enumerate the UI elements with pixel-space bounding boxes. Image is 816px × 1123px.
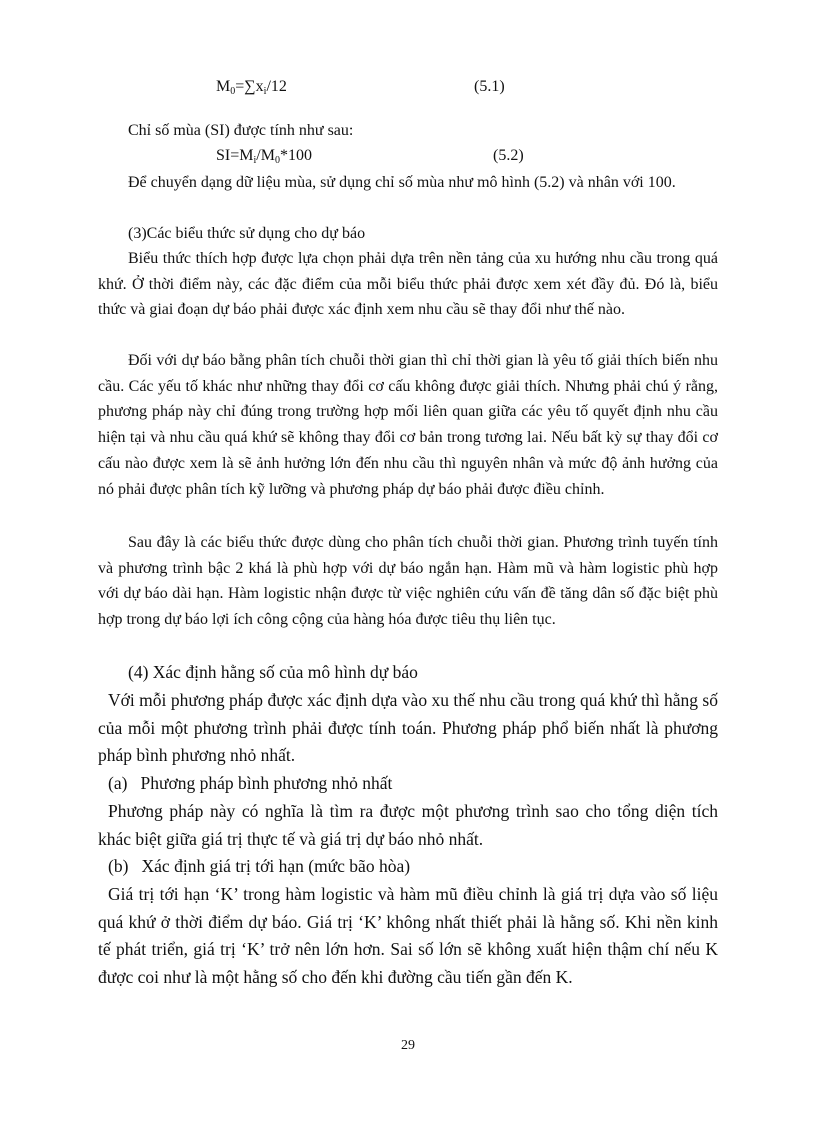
paragraph-expressions: Biểu thức thích hợp được lựa chọn phải dựa trên nền tảng của xu hướng nhu cầu trong quá khứ. Ở thời điểm này, các đặc điểm của mỗi biểu thức phải được xem xét đầy đủ. Đó là, biểu thức và giai đoạn dự báo phải được xác định xem nhu cầu sẽ thay đổi như thế nào. [98, 250, 718, 319]
si-intro: Chỉ số mùa (SI) được tính như sau: [128, 122, 354, 139]
formula-5-2-number: (5.2) [493, 147, 524, 164]
paragraph-following: Sau đây là các biểu thức được dùng cho phân tích chuỗi thời gian. Phương trình tuyến tính và phương trình bậc 2 khá là phù hợp với dự báo ngắn hạn. Hàm mũ và hàm logistic phù hợp với dự báo dài hạn. Hàm logistic nhận được từ việc nghiên cứu vấn đề tăng dân số đặc biệt phù hợp trong dự báo lợi ích công cộng của hàng hóa được tiêu thụ liên tục. [98, 534, 718, 629]
heading-3: (3)Các biểu thức sử dụng cho dự báo [128, 225, 366, 242]
paragraph-convert: Để chuyển dạng dữ liệu mùa, sử dụng chỉ số mùa như mô hình (5.2) và nhân với 100. [128, 174, 676, 191]
paragraph-least-squares: Phương pháp này có nghĩa là tìm ra được một phương trình sao cho tổng diện tích khác biệt giữa giá trị thực tế và giá trị dự báo nhỏ nhất. [98, 801, 718, 849]
page-number: 29 [401, 1038, 415, 1053]
formula-5-1-number: (5.1) [474, 78, 505, 95]
paragraph-constants: Với mỗi phương pháp được xác định dựa vào xu thế nhu cầu trong quá khứ thì hằng số của mỗi một phương trình phải được tính toán. Phương pháp phổ biến nhất là phương pháp bình phương nhỏ nhất. [98, 690, 718, 765]
heading-b: (b) Xác định giá trị tới hạn (mức bão hòa) [108, 856, 411, 876]
paragraph-critical-value: Giá trị tới hạn ‘K’ trong hàm logistic và hàm mũ điều chỉnh là giá trị dựa vào số liệu quá khứ ở thời điểm dự báo. Giá trị ‘K’ không nhất thiết phải là hằng số. Khi nền kinh tế phát triển, giá trị ‘K’ trở nên lớn hơn. Sai số lớn sẽ không xuất hiện thậm chí nếu K được coi như là một hằng số cho đến khi đường cầu tiến gần đến K. [98, 884, 718, 987]
paragraph-time-series: Đối với dự báo bằng phân tích chuỗi thời gian thì chỉ thời gian là yêu tố giải thích biến nhu cầu. Các yếu tố khác như những thay đổi cơ cấu không được giải thích. Nhưng phải chú ý rằng, phương pháp này chỉ đúng trong trường hợp mối liên quan giữa các yêu tố quyết định nhu cầu hiện tại và nhu cầu quá khứ sẽ không thay đổi cơ bản trong tương lai. Nếu bất kỳ sự thay đổi cơ cấu nào được xem là sẽ ảnh hưởng lớn đến nhu cầu thì nguyên nhân và mức độ ảnh hưởng của nó phải được phân tích kỹ lưỡng và phương pháp dự báo phải được điều chỉnh. [98, 352, 718, 498]
heading-a: (a) Phương pháp bình phương nhỏ nhất [108, 773, 393, 793]
formula-text: $SI=M_i/M_0*100$ [216, 147, 312, 166]
formula-text: $M_0=\sum x_i/12$ [216, 78, 287, 97]
formula-5-1 [216, 77, 287, 97]
formula-5-2 [216, 146, 312, 166]
heading-4: (4) Xác định hằng số của mô hình dự báo [128, 662, 418, 682]
